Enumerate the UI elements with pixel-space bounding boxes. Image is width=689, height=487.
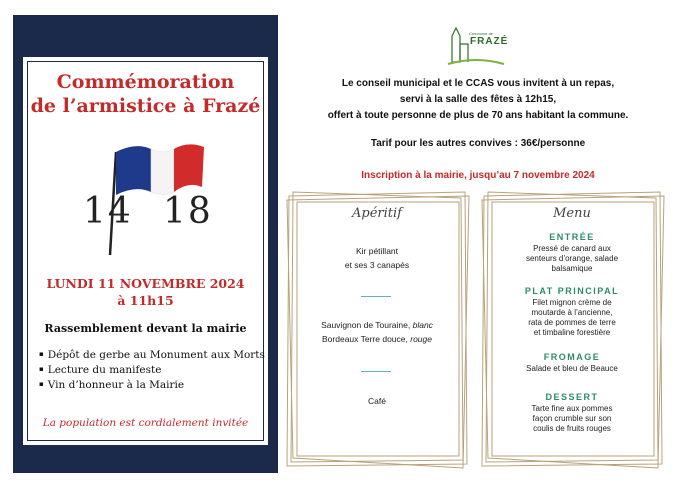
wine-white-name: Sauvignon de Touraine, (321, 320, 411, 330)
invitation-text: La population est cordialement invitée (42, 417, 249, 429)
plat-line: moutarde à l’ancienne, (531, 308, 613, 317)
plat-line: et timbaline forestière (533, 328, 611, 337)
coffee-text: Café (368, 396, 386, 406)
logo-name: FRAZÉ (470, 36, 509, 47)
dessert-title: DESSERT (545, 392, 599, 402)
year-end: 18 (163, 191, 213, 232)
poster-title (23, 70, 268, 118)
inscription-text: Inscription à la mairie, jusqu’au 7 novembre 2024 (361, 170, 595, 181)
event-date (23, 275, 268, 309)
menu-title: Menu (553, 206, 591, 221)
gathering-text: Rassemblement devant la mairie (44, 322, 247, 335)
aperitif-title: Apéritif (352, 206, 402, 221)
intro-line: offert à toute personne de plus de 70 ans habitant la commune. (327, 110, 629, 121)
intro-line: Le conseil municipal et le CCAS vous invitent à un repas, (341, 78, 615, 89)
fromage-line: Salade et bleu de Beauce (526, 364, 618, 373)
year-start: 14 (83, 191, 133, 232)
poster-panel (13, 15, 278, 473)
wine-white-color: blanc (412, 320, 433, 330)
plat-line: rata de pommes de terre (528, 318, 616, 327)
time-text: à 11h15 (117, 293, 174, 308)
wine-red-name: Bordeaux Terre douce, (322, 334, 408, 344)
list-item: ▪ Lecture du manifeste (39, 362, 265, 377)
title-line-2: de l’armistice à Frazé (30, 95, 261, 117)
entree-title: ENTRÉE (549, 232, 595, 242)
events-list (39, 347, 265, 392)
date-text: LUNDI 11 NOVEMBRE 2024 (46, 276, 245, 291)
entree-line: Pressé de canard aux (533, 244, 611, 253)
tarif-text: Tarif pour les autres convives : 36€/personne (370, 138, 586, 149)
list-item: ▪ Vin d’honneur à la Mairie (39, 377, 265, 392)
logo-subtitle: Commune de (469, 31, 494, 36)
wine-white (283, 318, 471, 332)
dessert-line: façon crumble sur son (532, 414, 612, 423)
aperitif-kir: Kir pétillant (355, 246, 399, 256)
plat-title: PLAT PRINCIPAL (524, 286, 620, 296)
entree-line: balsamique (551, 264, 593, 273)
plat-line: Filet mignon crème de (532, 298, 612, 307)
poster-card (23, 57, 268, 445)
list-item: ▪ Dépôt de gerbe au Monument aux Morts (39, 347, 265, 362)
separator (361, 296, 391, 297)
entree-line: senteurs d’orange, salade (525, 254, 619, 263)
separator (361, 371, 391, 372)
intro-text (293, 76, 663, 124)
wine-red (283, 332, 471, 346)
title-line-1: Commémoration (56, 71, 235, 93)
intro-line: servi à la salle des fêtes à 12h15, (399, 94, 557, 105)
dessert-line: Tarte fine aux pommes (531, 404, 613, 413)
menu-card (478, 188, 666, 470)
aperitif-canapes: et ses 3 canapés (344, 260, 410, 270)
wine-red-color: rouge (410, 334, 432, 344)
aperitif-card (283, 188, 471, 470)
fromage-title: FROMAGE (543, 352, 601, 362)
dessert-line: coulis de fruits rouges (533, 424, 611, 433)
